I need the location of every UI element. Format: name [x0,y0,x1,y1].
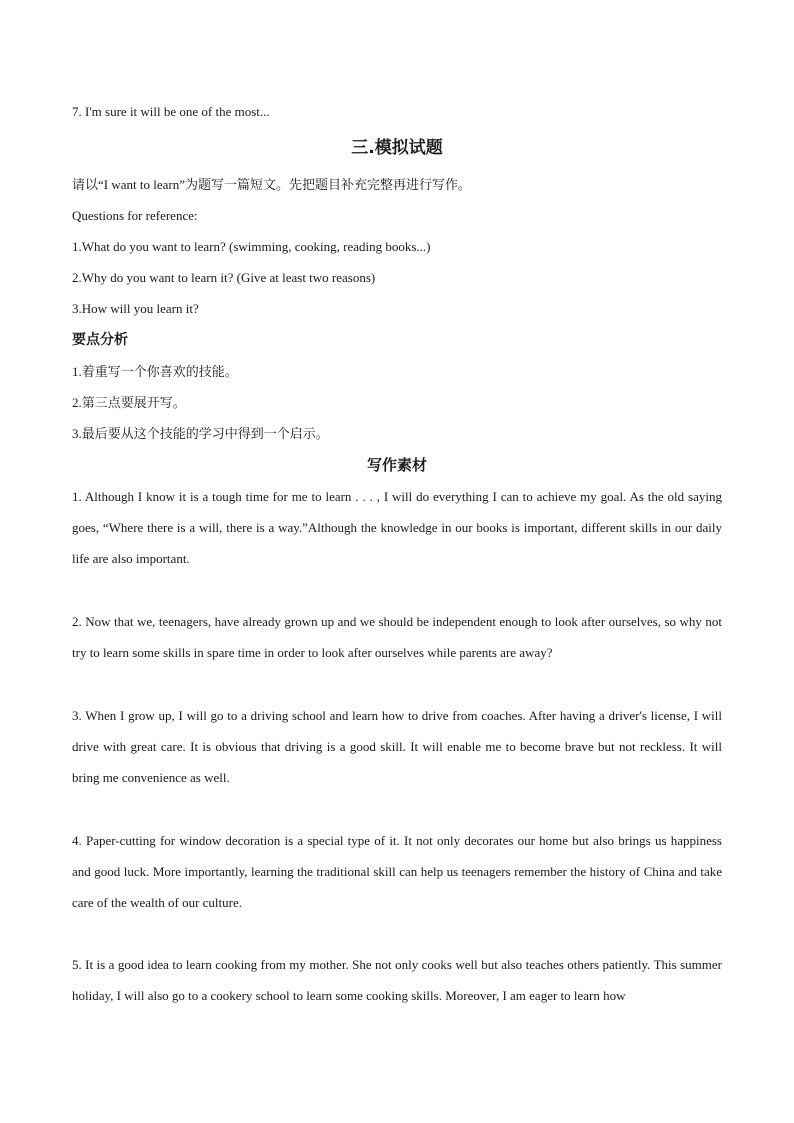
question-item-2: 2.Why do you want to learn it? (Give at least two reasons) [72,270,376,285]
material-paragraph-4: 4. Paper-cutting for window decoration is a special type of it. It not only decorates our home but also brings us happiness and good luck. More importantly, learning the traditional skill can help us teenagers remember the history of China and take care of the wealth of our culture. [72,833,722,910]
material-paragraph-3: 3. When I grow up, I will go to a driving school and learn how to drive from coaches. After having a driver's license, I will drive with great care. It is obvious that driving is a good skill. It will enable me to become brave but not reckless. It will bring me convenience as well. [72,708,722,785]
material-paragraph-1: 1. Although I know it is a tough time for me to learn . . . , I will do everything I can to achieve my goal. As the old saying goes, “Where there is a will, there is a way.”Although the knowledge in our books is important, different skills in our daily life are also important. [72,489,722,566]
writing-prompt: 请以“I want to learn”为题写一篇短文。先把题目补充完整再进行写作。 [72,177,471,192]
previous-item-7: 7. I'm sure it will be one of the most... [72,104,270,119]
question-item-1: 1.What do you want to learn? (swimming, cooking, reading books...) [72,239,431,254]
material-title: 写作素材 [366,456,427,474]
section-title: 三.模拟试题 [351,138,443,158]
analysis-title: 要点分析 [72,332,128,348]
material-paragraph-5: 5. It is a good idea to learn cooking from my mother. She not only cooks well but also teaches others patiently. This summer holiday, I will also go to a cookery school to learn some cooking skills. Moreover, I am eager to learn how [72,957,722,1003]
analysis-item-1: 1.着重写一个你喜欢的技能。 [72,364,238,379]
questions-label: Questions for reference: [72,208,198,223]
analysis-item-3: 3.最后要从这个技能的学习中得到一个启示。 [72,426,329,441]
material-paragraph-2: 2. Now that we, teenagers, have already grown up and we should be independent enough to look after ourselves, so why not try to learn some skills in spare time in order to look after ourselves while parents are away? [72,614,722,660]
analysis-item-2: 2.第三点要展开写。 [72,395,186,410]
question-item-3: 3.How will you learn it? [72,301,199,316]
